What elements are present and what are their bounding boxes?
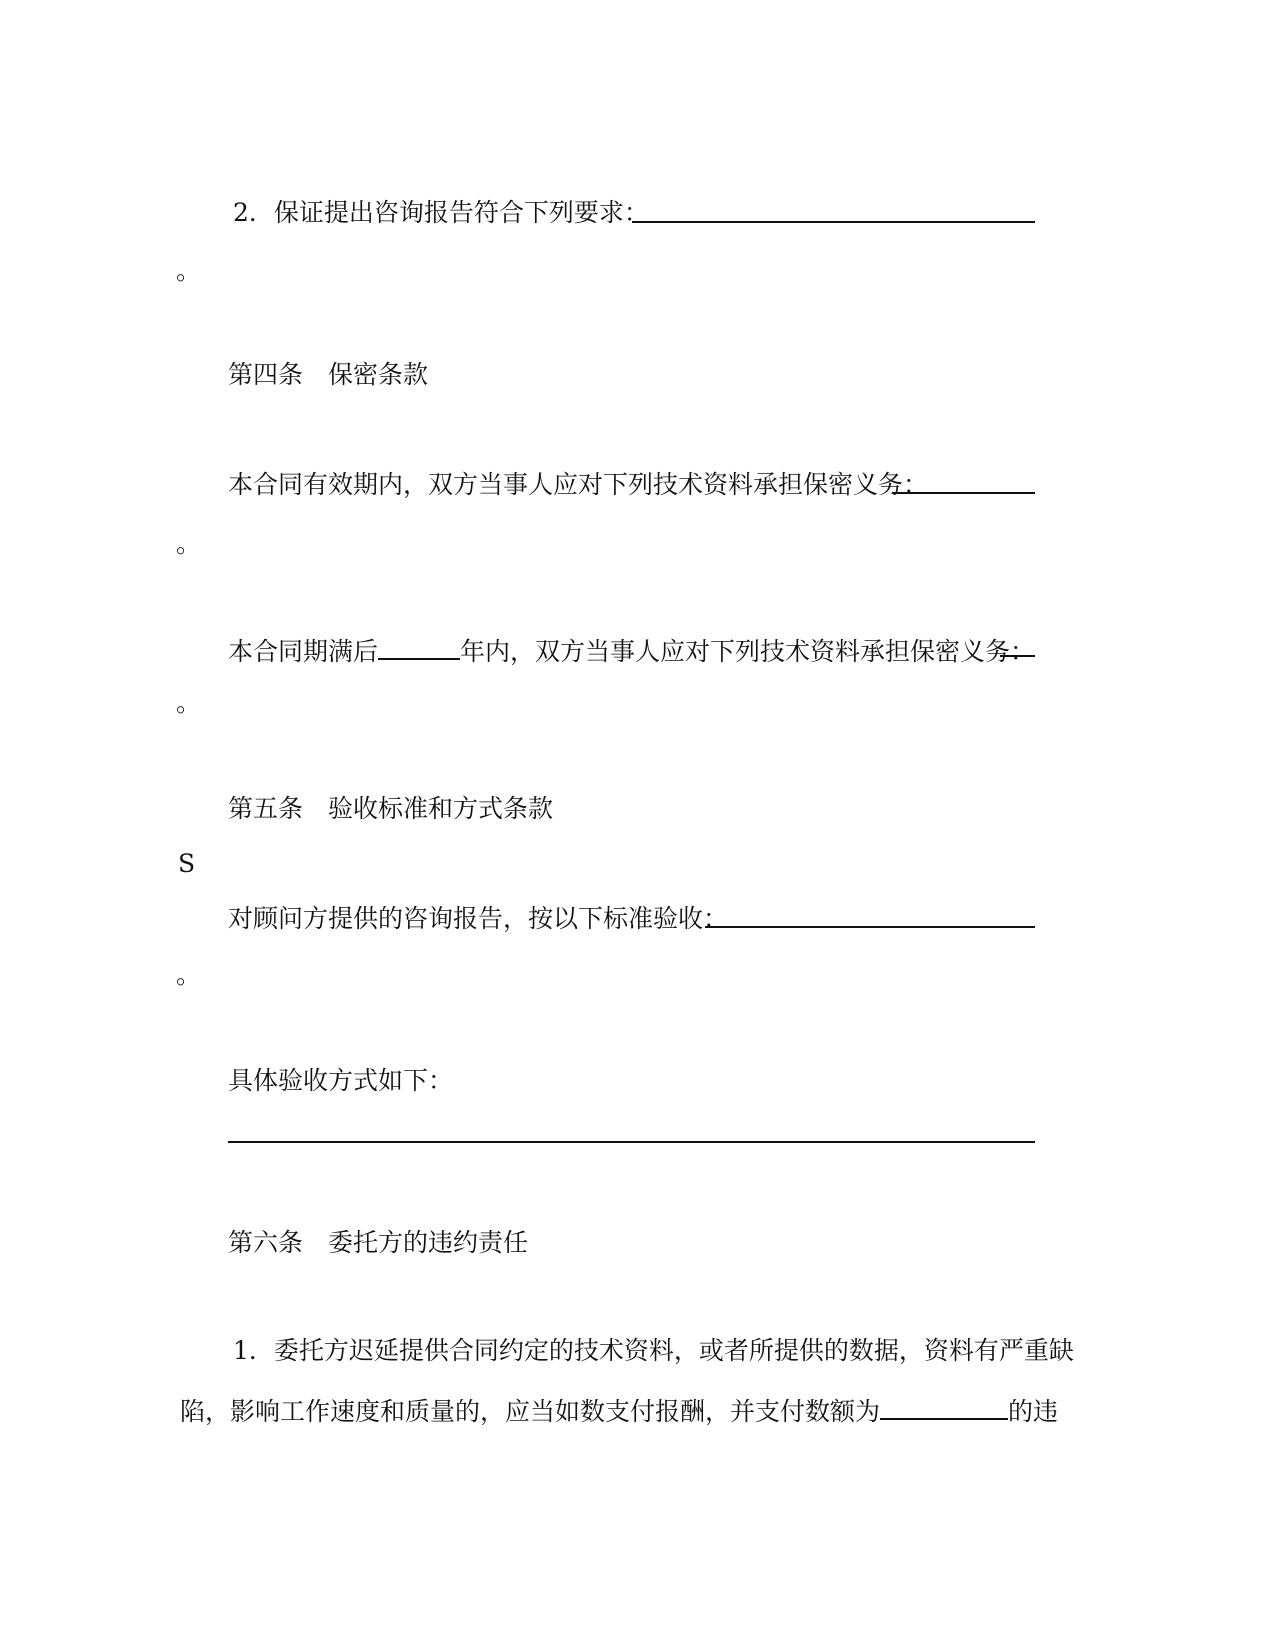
period-mark: 。	[176, 960, 202, 989]
acceptance-method-text: 具体验收方式如下：	[228, 1066, 454, 1095]
item-1-line-2	[180, 1390, 1058, 1429]
confidential-clause-1: 本合同有效期内，双方当事人应对下列技术资料承担保密义务：	[228, 470, 929, 499]
confidential-clause-2-part-a: 本合同期满后	[228, 637, 379, 666]
article-5-title: 第五条 验收标准和方式条款	[228, 794, 554, 823]
years-blank[interactable]	[378, 630, 460, 660]
penalty-amount-blank[interactable]	[880, 1390, 1008, 1420]
period-mark: 。	[176, 688, 202, 717]
period-mark: 。	[176, 256, 202, 285]
item-2-text: 2．保证提出咨询报告符合下列要求：	[233, 198, 649, 227]
acceptance-standard-text: 对顾问方提供的咨询报告，按以下标准验收：	[228, 904, 729, 933]
item-2-blank[interactable]	[632, 221, 1035, 223]
confidential-clause-2-blank[interactable]	[1000, 655, 1035, 657]
item-1-line-1: 1．委托方迟延提供合同约定的技术资料，或者所提供的数据，资料有严重缺	[233, 1336, 1074, 1365]
article-6-title: 第六条 委托方的违约责任	[228, 1228, 529, 1257]
confidential-clause-1-blank[interactable]	[892, 492, 1035, 494]
confidential-clause-2	[228, 630, 1035, 669]
item-1-line-2-part-a: 陷，影响工作速度和质量的，应当如数支付报酬，并支付数额为	[180, 1397, 881, 1426]
period-mark: 。	[176, 529, 202, 558]
stray-letter: S	[178, 849, 196, 878]
item-1-line-2-part-b: 的违	[1008, 1397, 1059, 1426]
article-4-title: 第四条 保密条款	[228, 360, 429, 389]
acceptance-method-blank[interactable]	[228, 1141, 1035, 1143]
confidential-clause-2-part-b: 年内，双方当事人应对下列技术资料承担保密义务：	[460, 637, 1036, 666]
acceptance-standard-blank[interactable]	[705, 926, 1035, 928]
